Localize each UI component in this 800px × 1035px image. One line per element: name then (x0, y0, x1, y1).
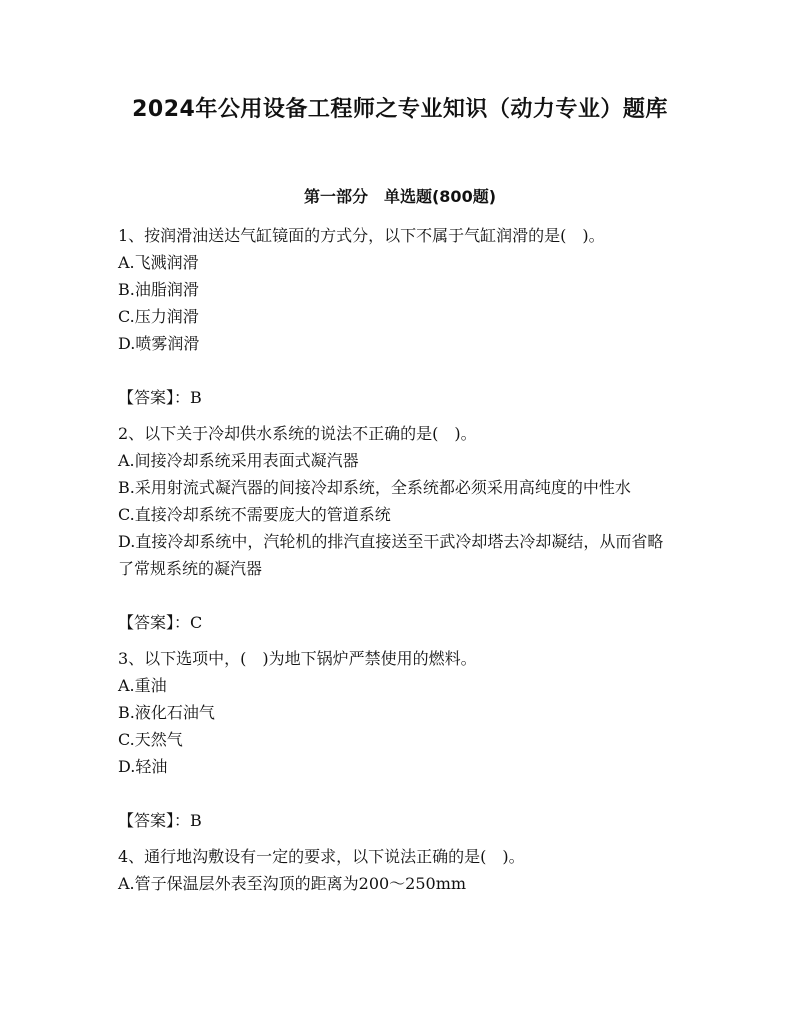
answer (118, 384, 678, 411)
option-b: B.采用射流式凝汽器的间接冷却系统，全系统都必须采用高纯度的中性水 (118, 478, 631, 497)
section-title: 第一部分 单选题(800题) (303, 187, 497, 206)
option-b: B.液化石油气 (118, 703, 215, 722)
question-stem: 3、以下选项中，( )为地下锅炉严禁使用的燃料。 (118, 649, 477, 668)
option-a: A.飞溅润滑 (118, 253, 199, 272)
answer-label: 【答案】： (118, 613, 191, 632)
option-d: D.直接冷却系统中，汽轮机的排汽直接送至干武冷却塔去冷却凝结，从而省略了常规系统的凝汽器 (118, 532, 664, 578)
question-2 (118, 420, 678, 636)
question-1 (118, 222, 678, 411)
answer-value: B (190, 811, 202, 830)
option-d: D.喷雾润滑 (118, 334, 200, 353)
option-c: C.压力润滑 (118, 307, 199, 326)
question-4 (118, 843, 678, 897)
option-c: C.直接冷却系统不需要庞大的管道系统 (118, 505, 391, 524)
question-stem: 1、按润滑油送达气缸镜面的方式分，以下不属于气缸润滑的是( )。 (118, 226, 605, 245)
question-stem: 2、以下关于冷却供水系统的说法不正确的是( )。 (118, 424, 477, 443)
answer-value: B (190, 388, 202, 407)
answer-label: 【答案】： (118, 811, 191, 830)
option-b: B.油脂润滑 (118, 280, 199, 299)
answer (118, 609, 678, 636)
option-c: C.天然气 (118, 730, 183, 749)
option-a: A.管子保温层外表至沟顶的距离为200～250mm (118, 874, 467, 893)
option-a: A.间接冷却系统采用表面式凝汽器 (118, 451, 359, 470)
question-stem: 4、通行地沟敷设有一定的要求，以下说法正确的是( )。 (118, 847, 525, 866)
answer (118, 807, 678, 834)
question-3 (118, 645, 678, 834)
answer-label: 【答案】： (118, 388, 191, 407)
answer-value: C (190, 613, 203, 632)
option-d: D.轻油 (118, 757, 168, 776)
option-a: A.重油 (118, 676, 167, 695)
document-title: 2024年公用设备工程师之专业知识（动力专业）题库 (132, 97, 668, 122)
question-list (118, 222, 678, 897)
